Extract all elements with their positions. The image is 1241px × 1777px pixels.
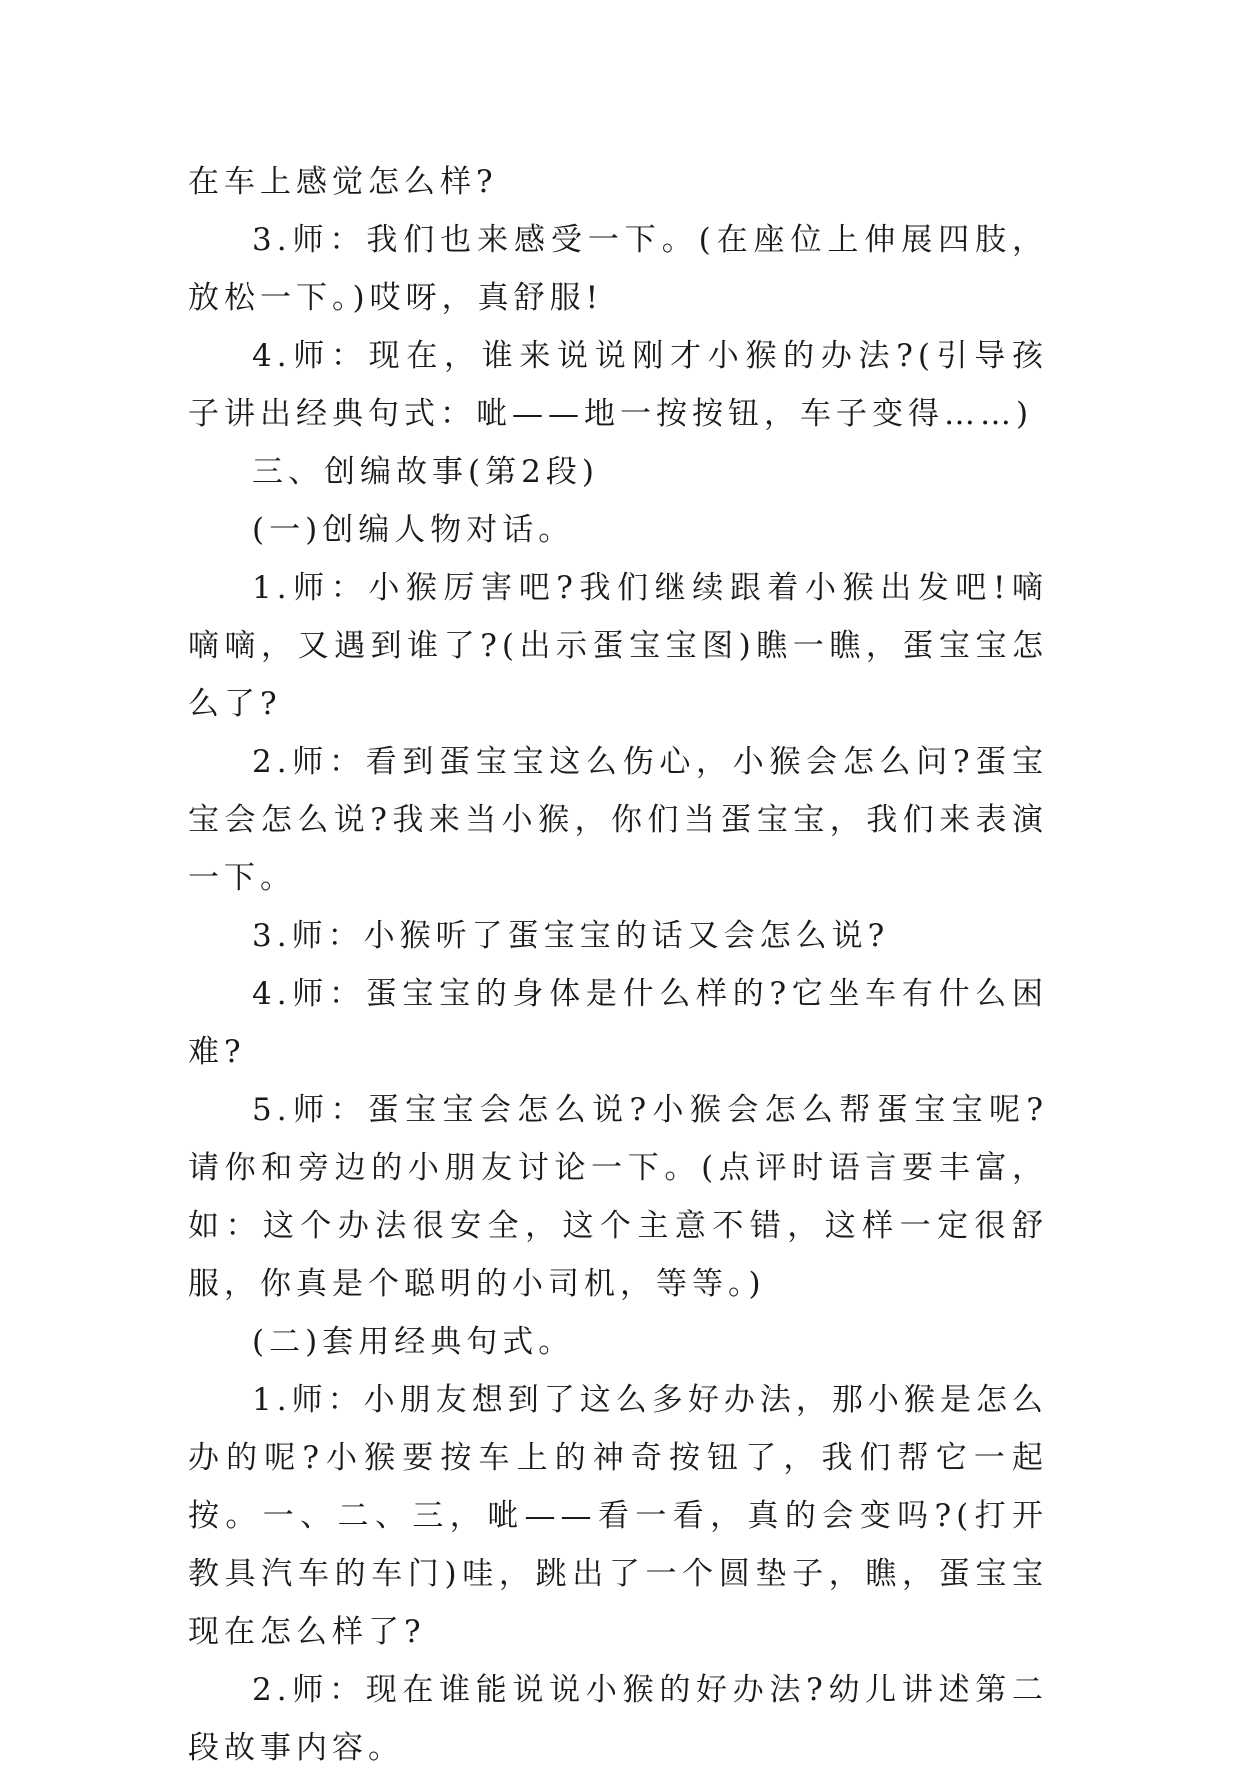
subsection-heading: (一)创编人物对话。: [252, 512, 575, 548]
paragraph: 在车上感觉怎么样?: [188, 164, 498, 200]
document-body: [188, 153, 1048, 1777]
paragraph: 2.师：现在谁能说说小猴的好办法?幼儿讲述第二段故事内容。: [188, 1672, 1048, 1766]
paragraph: 3.师：我们也来感受一下。(在座位上伸展四肢，放松一下。)哎呀，真舒服!: [188, 222, 1048, 316]
paragraph: 1.师：小猴厉害吧?我们继续跟着小猴出发吧!嘀嘀嘀，又遇到谁了?(出示蛋宝宝图)瞧一瞧，蛋宝宝怎么了?: [188, 570, 1048, 722]
paragraph: 1.师：小朋友想到了这么多好办法，那小猴是怎么办的呢?小猴要按车上的神奇按钮了，我们帮它一起按。一、二、三，呲——看一看，真的会变吗?(打开教具汽车的车门)哇，跳出了一个圆垫子，瞧，蛋宝宝现在怎么样了?: [188, 1382, 1048, 1650]
paragraph: 2.师：看到蛋宝宝这么伤心，小猴会怎么问?蛋宝宝会怎么说?我来当小猴，你们当蛋宝宝，我们来表演一下。: [188, 744, 1048, 896]
paragraph: 4.师：现在，谁来说说刚才小猴的办法?(引导孩子讲出经典句式：呲——地一按按钮，车子变得……): [188, 338, 1048, 432]
paragraph: 5.师：蛋宝宝会怎么说?小猴会怎么帮蛋宝宝呢?请你和旁边的小朋友讨论一下。(点评时语言要丰富，如：这个办法很安全，这个主意不错，这样一定很舒服，你真是个聪明的小司机，等等。): [188, 1092, 1048, 1302]
paragraph: 4.师：蛋宝宝的身体是什么样的?它坐车有什么困难?: [188, 976, 1048, 1070]
section-heading: 三、创编故事(第2段): [252, 454, 599, 490]
paragraph: 3.师：小猴听了蛋宝宝的话又会怎么说?: [252, 918, 890, 954]
subsection-heading: (二)套用经典句式。: [252, 1324, 575, 1360]
